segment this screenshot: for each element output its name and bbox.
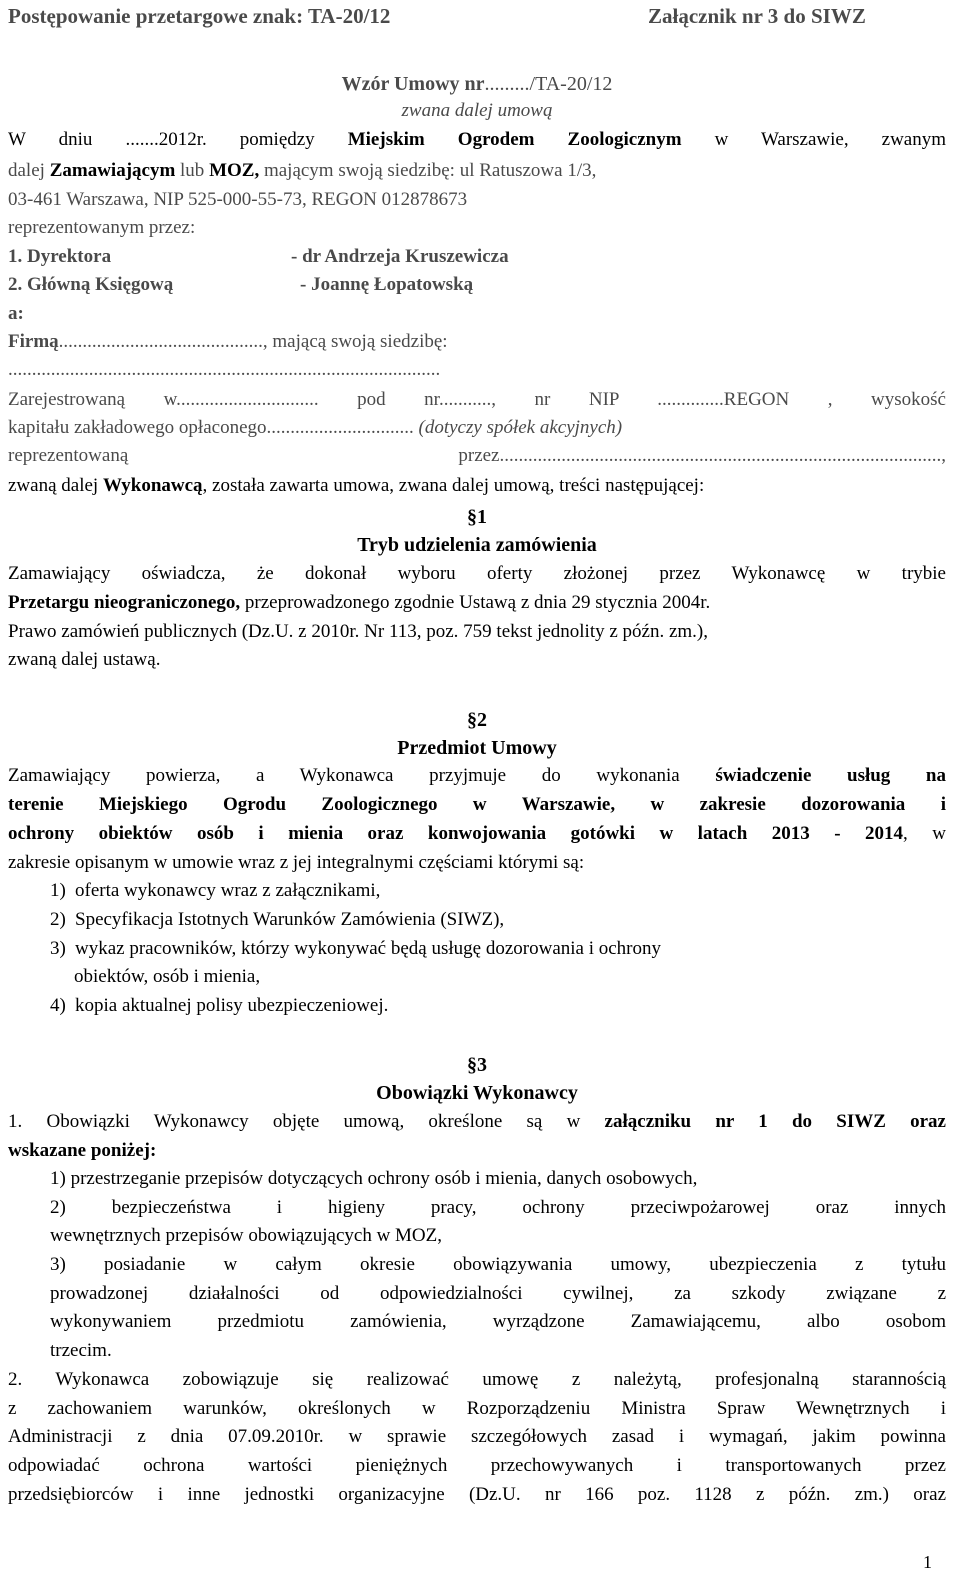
section-3-number: §3 xyxy=(467,1054,487,1076)
intro-line-2: dalej Zamawiającym lub MOZ, mającym swoją siedzibę: ul Ratuszowa 1/3, xyxy=(8,160,597,181)
list-item: 3) wykaz pracowników, którzy wykonywać będą usługę dozorowania i ochrony xyxy=(50,938,662,959)
firm-line: Firmą..........................................., mającą swoją siedzibę: xyxy=(8,331,448,352)
section-2-line-3: ochrony obiektów osób i mienia oraz konwojowania gotówki w latach 2013 - 2014, w xyxy=(8,823,946,844)
section-3-para-2-line-2: z zachowaniem warunków, określonych w Rozporządzeniu Ministra Spraw Wewnętrznych i xyxy=(8,1398,946,1419)
representative-2-label: 2. Główną Księgową xyxy=(8,274,174,295)
list-item: 4) kopia aktualnej polisy ubezpieczeniowej. xyxy=(50,995,389,1016)
section-2-line-4: zakresie opisanym w umowie wraz z jej integralnymi częściami którymi są: xyxy=(8,852,585,873)
list-item-continuation: prowadzonej działalności od odpowiedzialności cywilnej, za szkody związane z xyxy=(50,1283,946,1304)
capital-line: kapitału zakładowego opłaconego............................... (dotyczy spółek akcyjnych) xyxy=(8,417,623,438)
section-2-line-1: Zamawiający powierza, a Wykonawca przyjmuje do wykonania świadczenie usług na xyxy=(8,765,946,786)
contract-subtitle: zwana dalej umową xyxy=(401,100,553,121)
intro-line-3: 03-461 Warszawa, NIP 525-000-55-73, REGON 012878673 xyxy=(8,189,468,210)
section-1-line-1: Zamawiający oświadcza, że dokonał wyboru oferty złożonej przez Wykonawcę w trybie xyxy=(8,563,946,584)
intro-line-4: reprezentowanym przez: xyxy=(8,217,196,238)
section-3-para-1-line-2: wskazane poniżej: xyxy=(8,1140,157,1161)
section-2-title: Przedmiot Umowy xyxy=(397,737,557,759)
list-item-continuation: trzecim. xyxy=(50,1340,112,1361)
list-item-continuation: wewnętrznych przepisów obowiązujących w MOZ, xyxy=(50,1225,443,1246)
and-label: a: xyxy=(8,303,24,324)
list-item-continuation: obiektów, osób i mienia, xyxy=(74,966,261,987)
list-item: 2) bezpieczeństwa i higieny pracy, ochrony przeciwpożarowej oraz innych xyxy=(50,1197,946,1218)
section-3-para-2-line-4: odpowiadać ochrona wartości pieniężnych przechowywanych i transportowanych przez xyxy=(8,1455,946,1476)
section-sign-icon: § xyxy=(467,1054,477,1076)
section-2-line-2: terenie Miejskiego Ogrodu Zoologicznego w Warszawie, w zakresie dozorowania i xyxy=(8,794,946,815)
section-1-number: §1 xyxy=(467,506,487,528)
section-3-para-1-line-1: 1. Obowiązki Wykonawcy objęte umową, określone są w załączniku nr 1 do SIWZ oraz xyxy=(8,1111,946,1132)
document-page xyxy=(8,0,946,1589)
firm-address-dots: ........................................................................................... xyxy=(8,359,441,380)
list-item: 1) oferta wykonawcy wraz z załącznikami, xyxy=(50,880,381,901)
list-item: 2) Specyfikacja Istotnych Warunków Zamówienia (SIWZ), xyxy=(50,909,505,930)
section-2-number: §2 xyxy=(467,709,487,731)
intro-line-1: W dniu .......2012r. pomiędzy Miejskim Ogrodem Zoologicznym w Warszawie, zwanym xyxy=(8,129,947,150)
representative-1-label: 1. Dyrektora xyxy=(8,246,112,267)
section-1-line-3: Prawo zamówień publicznych (Dz.U. z 2010r. Nr 113, poz. 759 tekst jednolity z późn. zm.), xyxy=(8,621,709,642)
contract-title: Wzór Umowy nr........./TA-20/12 xyxy=(341,73,613,95)
section-3-para-2-line-3: Administracji z dnia 07.09.2010r. w sprawie szczegółowych zasad i wymagań, jakim powinna xyxy=(8,1426,946,1447)
section-1-title: Tryb udzielenia zamówienia xyxy=(357,534,597,556)
section-1-line-4: zwaną dalej ustawą. xyxy=(8,649,161,670)
registration-line: Zarejestrowaną w.............................. pod nr..........., nr NIP ..............REGON , wysokość xyxy=(8,389,946,410)
list-item: 1) przestrzeganie przepisów dotyczących ochrony osób i mienia, danych osobowych, xyxy=(50,1168,698,1189)
section-sign-icon: § xyxy=(467,709,477,731)
section-sign-icon: § xyxy=(467,506,477,528)
section-3-para-2-line-1: 2. Wykonawca zobowiązuje się realizować umowę z należytą, profesjonalną starannością xyxy=(8,1369,946,1390)
section-3-para-2-line-5: przedsiębiorców i inne jednostki organizacyjne (Dz.U. nr 166 poz. 1128 z późn. zm.) oraz xyxy=(8,1484,946,1505)
list-item: 3) posiadanie w całym okresie obowiązywania umowy, ubezpieczenia z tytułu xyxy=(50,1254,946,1275)
page-number: 1 xyxy=(923,1552,932,1572)
section-3-title: Obowiązki Wykonawcy xyxy=(376,1082,578,1104)
list-item-continuation: wykonywaniem przedmiotu zamówienia, wyrządzone Zamawiającemu, albo osobom xyxy=(50,1311,946,1332)
section-1-line-2: Przetargu nieograniczonego, przeprowadzonego zgodnie Ustawą z dnia 29 stycznia 2004r. xyxy=(8,592,711,613)
representative-2-name: - Joannę Łopatowską xyxy=(300,274,474,295)
contractor-line: zwaną dalej Wykonawcą, została zawarta umowa, zwana dalej umową, treści następującej: xyxy=(8,475,705,496)
represented-by-line: reprezentowaną przez............................................................................................., xyxy=(8,445,946,466)
header-attachment: Załącznik nr 3 do SIWZ xyxy=(648,4,866,28)
representative-1-name: - dr Andrzeja Kruszewicza xyxy=(291,246,509,267)
header-case-number: Postępowanie przetargowe znak: TA-20/12 xyxy=(8,4,391,28)
